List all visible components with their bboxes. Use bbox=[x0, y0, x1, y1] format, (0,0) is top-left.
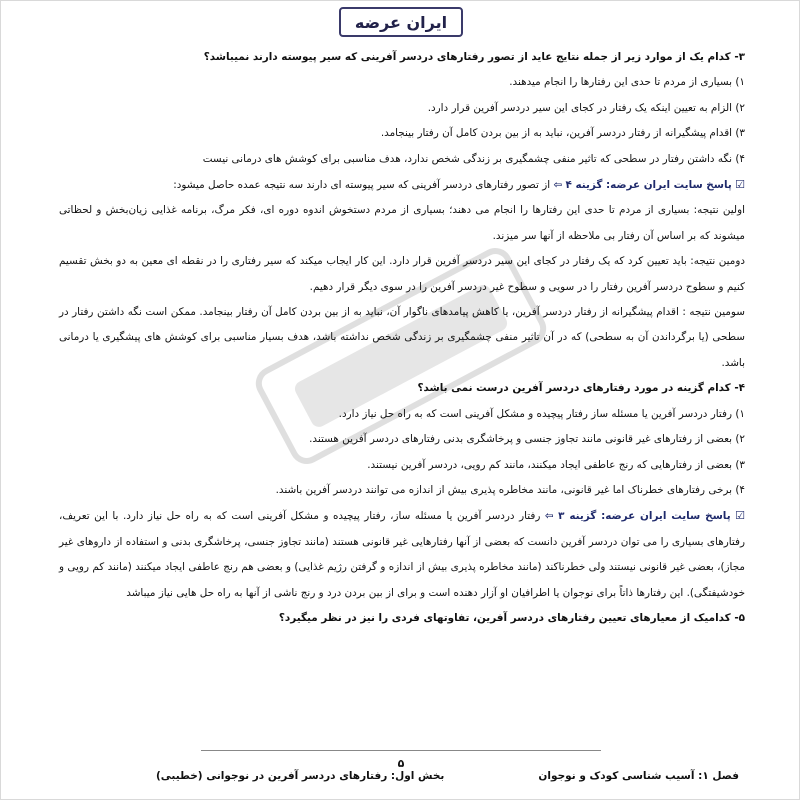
question-3-answer-paragraph: اولین نتیجه: بسیاری از مردم تا حدی این رفتارها را انجام می دهند؛ بسیاری از مردم دستخوش اندوه دوره ای، فکر مرگ، برنامه غذایی زیان‌بخش و لحظاتی میشوند که بر اساس آن رفتار بی ملاحظه از آنها سر میزند. bbox=[59, 204, 745, 242]
question-3-answer-paragraph: سومین نتیجه : اقدام پیشگیرانه از رفتار دردسر آفرین، یا کاهش پیامدهای ناگوار آن، نباید به از بین بردن کامل آن رفتار بینجامد. ممکن است نگه داشتن رفتار در سطحی (یا برگرداندن آن به سطحی) که در آن تاثیر منفی چشمگیری بر زندگی شخص نداشته باشد، هدف بسیار مناسبی برای کوشش های پیشگیری یا درمانی باشد. bbox=[59, 306, 745, 369]
question-4-option-1: ۱) رفتار دردسر آفرین یا مسئله ساز رفتار پیچیده و مشکل آفرینی است که به راه حل نیاز دارد. bbox=[338, 407, 745, 420]
question-5: ۵- کدامیک از معیارهای تعیین رفتارهای دردسر آفرین، تفاوتهای فردی را نیز در نظر میگیرد؟ bbox=[278, 611, 745, 624]
question-3-option-4: ۴) نگه داشتن رفتار در سطحی که تاثیر منفی چشمگیری بر زندگی شخص ندارد، هدف مناسبی برای کوشش های درمانی نیست bbox=[202, 152, 745, 165]
question-3-option-1: ۱) بسیاری از مردم تا حدی این رفتارها را انجام میدهند. bbox=[509, 76, 745, 89]
question-4-answer bbox=[59, 503, 745, 606]
footer-divider bbox=[201, 750, 601, 751]
arrow-icon: ⇦ bbox=[544, 510, 554, 523]
question-3-answer-paragraph: دومین نتیجه: باید تعیین کرد که یک رفتار در کجای این سیر دردسر آفرین قرار دارد. این کار ایجاب میکند که سیر رفتاری را در نقطه ای معین به دو بخش تقسیم کنیم و سطوح دردسر آفرین رفتار را در سویی و سطوح غیر دردسر آفرین را در سوی دیگر قرار دهیم. bbox=[59, 255, 745, 293]
site-logo bbox=[339, 7, 463, 37]
page-number: ۵ bbox=[397, 757, 405, 770]
question-3: ۳- کدام یک از موارد زیر از جمله نتایج عاید از تصور رفتارهای دردسر آفرینی که سیر پیوسته دارند نمیباشد؟ bbox=[203, 51, 745, 63]
question-3-answer bbox=[59, 172, 745, 198]
question-4-answer-label: پاسخ سایت ایران عرضه: گزینه ۳ bbox=[558, 510, 731, 523]
document-body bbox=[59, 45, 745, 631]
checkbox-icon: ☑ bbox=[735, 509, 745, 523]
question-3-answer-intro: از تصور رفتارهای دردسر آفرینی که سیر پیوسته ای دارند سه نتیجه عمده حاصل میشود: bbox=[173, 179, 551, 192]
arrow-icon: ⇦ bbox=[553, 179, 563, 192]
question-4-option-2: ۲) بعضی از رفتارهای غیر قانونی مانند تجاوز جنسی و پرخاشگری بدنی رفتارهای دردسر آفرین هستند. bbox=[309, 433, 745, 446]
checkbox-icon: ☑ bbox=[735, 178, 745, 192]
site-logo-text: ایران عرضه bbox=[354, 12, 448, 32]
footer-chapter: فصل ۱: آسیب شناسی کودک و نوجوان bbox=[538, 770, 739, 782]
question-4: ۴- کدام گزینه در مورد رفتارهای دردسر آفرین درست نمی باشد؟ bbox=[417, 382, 745, 395]
question-4-option-4: ۴) برخی رفتارهای خطرناک اما غیر قانونی، مانند مخاطره پذیری بیش از اندازه می توانند دردسر آفرین باشند. bbox=[275, 483, 745, 496]
footer-section: بخش اول: رفتارهای دردسر آفرین در نوجوانی (خطیبی) bbox=[156, 770, 445, 782]
question-3-option-2: ۲) الزام به تعیین اینکه یک رفتار در کجای این سیر دردسر آفرین قرار دارد. bbox=[427, 101, 745, 114]
question-4-answer-text: رفتار دردسر آفرین یا مسئله ساز، رفتار پیچیده و مشکل آفرینی است که به راه حل نیاز دارد. با این تعریف، رفتارهای بسیاری را می توان دردسر آفرین دانست که بعضی از آنها رفتارهایی غیر قانونی هستند (مانند تجاوز جنسی، پرخاشگری بدنی و استفاده از داروهای غیر مجاز)، بعضی غیر قانونی نیستند ولی خطرناکند (مانند مخاطره پذیری بیش از اندازه و گرفتن رژیم غذایی) و بعضی هم رنج عاطفی ایجاد میکنند (مانند کم رویی و خودشیفتگی). این رفتارها ذاتاً برای نوجوان یا اطرافیان او آزار دهنده است و برای از بین بردن درد و رنج ناشی از آنها به راه حل هایی نیاز میباشد bbox=[59, 510, 745, 599]
question-3-option-3: ۳) اقدام پیشگیرانه از رفتار دردسر آفرین، نباید به از بین بردن کامل آن رفتار بینجامد. bbox=[380, 127, 745, 140]
question-3-answer-label: پاسخ سایت ایران عرضه: گزینه ۴ bbox=[565, 179, 732, 192]
question-4-option-3: ۳) بعضی از رفتارهایی که رنج عاطفی ایجاد میکنند، مانند کم رویی، دردسر آفرین نیستند. bbox=[367, 458, 745, 471]
